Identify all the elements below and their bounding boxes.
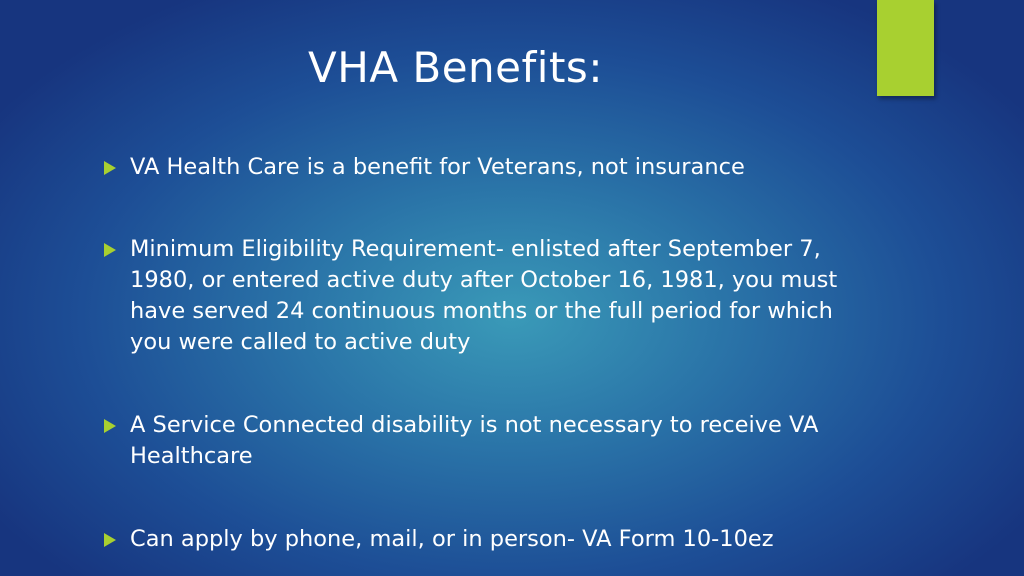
slide-title: VHA Benefits: <box>308 43 603 92</box>
triangle-right-icon <box>104 243 116 257</box>
bullet-item <box>104 410 864 472</box>
bullet-item <box>104 152 864 183</box>
triangle-right-icon <box>104 533 116 547</box>
bullet-text: VA Health Care is a benefit for Veterans, not insurance <box>130 154 745 180</box>
bullet-text: Can apply by phone, mail, or in person- VA Form 10-10ez <box>130 526 774 552</box>
bullet-item <box>104 524 864 555</box>
triangle-right-icon <box>104 161 116 175</box>
accent-bar <box>877 0 934 96</box>
bullet-text: Minimum Eligibility Requirement- enlisted after September 7, 1980, or entered active duty after October 16, 1981, you must have served 24 continuous months or the full period for which you were called to active duty <box>130 236 838 355</box>
bullet-text: A Service Connected disability is not necessary to receive VA Healthcare <box>130 412 819 469</box>
triangle-right-icon <box>104 419 116 433</box>
bullet-item <box>104 234 864 358</box>
